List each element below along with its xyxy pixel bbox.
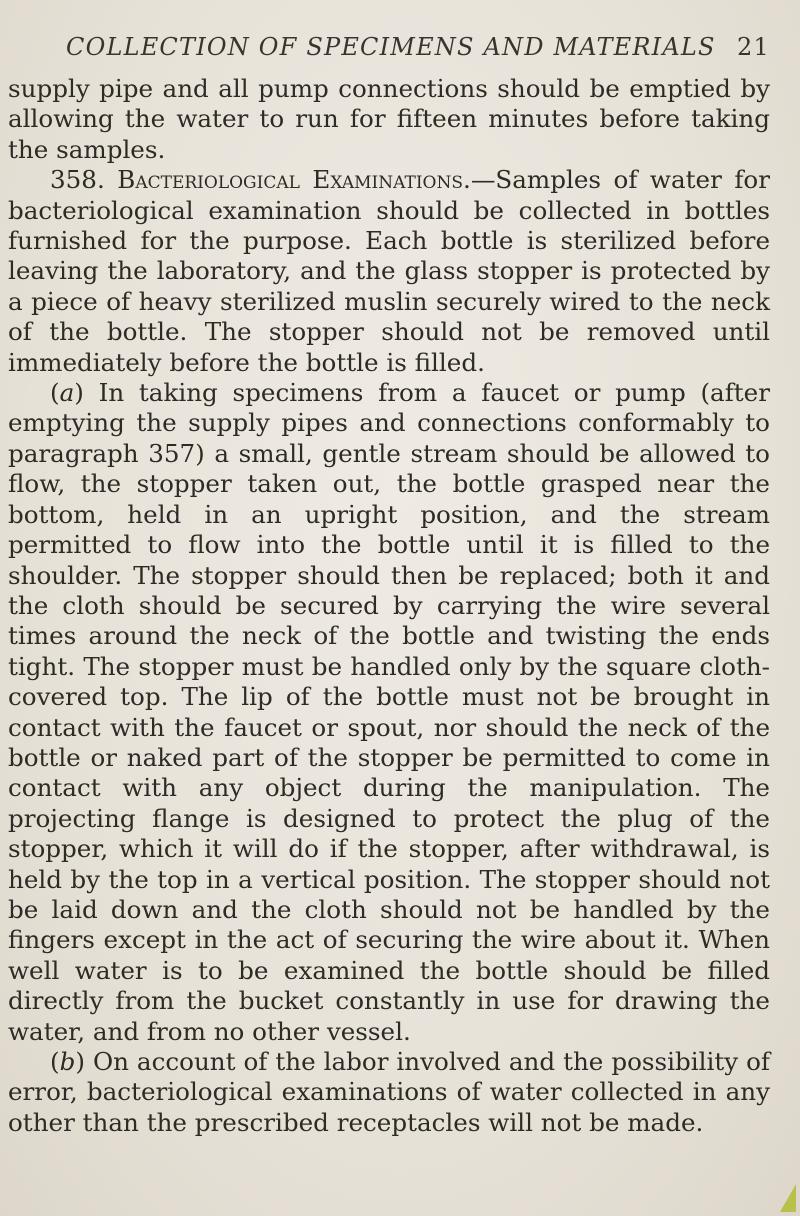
subsection-label-close: )	[74, 378, 84, 408]
running-head	[66, 30, 770, 64]
paragraph-b	[8, 1047, 770, 1138]
subsection-letter: b	[59, 1047, 76, 1076]
subsection-label-open: (	[50, 1047, 60, 1076]
paragraph-a	[8, 378, 770, 1047]
section-number: 358.	[50, 165, 105, 195]
section-heading: Bacteriological Examinations.	[117, 165, 471, 195]
subsection-label-open: (	[50, 378, 60, 408]
paragraph-358	[8, 165, 770, 378]
page-number: 21	[737, 33, 770, 61]
subsection-label-close: )	[75, 1047, 85, 1076]
subsection-body: In taking specimens from a faucet or pump (after emptying the supply pipes and connections conformably to paragraph 357) a small, gentle stream should be allowed to flow, the stopper taken out, the bottle grasped near the bottom, held in an upright position, and the stream permitted to flow into the bottle until it is filled to the shoulder. The stopper should then be replaced; both it and the cloth should be secured by carrying the wire several times around the neck of the bottle and twisting the ends tight. The stopper must be handled only by the square cloth-covered top. The lip of the bottle must not be brought in contact with the faucet or spout, nor should the neck of the bottle or naked part of the stopper be permitted to come in contact with any object during the manipulation. The projecting flange is designed to protect the plug of the stopper, which it will do if the stopper, after withdrawal, is held by the top in a vertical position. The stopper should not be laid down and the cloth should not be handled by the fingers except in the act of securing the wire about it. When well water is to be examined the bottle should be filled directly from the bucket constantly in use for drawing the water, and from no other vessel.	[8, 378, 770, 1046]
paragraph-continuation: supply pipe and all pump connections should be emptied by allowing the water to run for fifteen minutes before taking the samples.	[8, 74, 770, 164]
heading-dash: —	[470, 165, 496, 195]
subsection-letter: a	[59, 378, 75, 408]
section-body: Samples of water for bacteriological examination should be collected in bottles furnished for the purpose. Each bottle is sterilized before leaving the laboratory, and the glass stopper is protected by a piece of heavy sterilized muslin securely wired to the neck of the bottle. The stopper should not be removed until immediately before the bottle is filled.	[8, 165, 770, 377]
body-text	[8, 74, 770, 1138]
page-corner-mark	[780, 1184, 796, 1212]
subsection-body: On account of the labor involved and the possibility of error, bacteriological examinations of water collected in any other than the prescribed receptacles will not be made.	[8, 1047, 770, 1137]
running-title: COLLECTION OF SPECIMENS AND MATERIALS	[66, 33, 716, 61]
